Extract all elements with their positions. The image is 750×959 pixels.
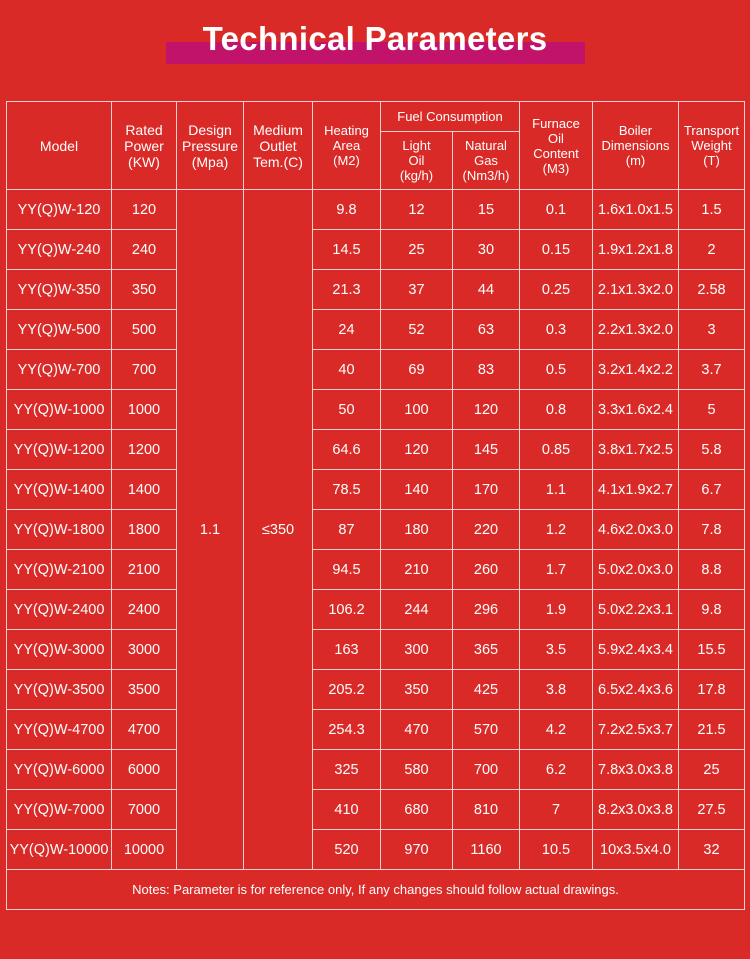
cell-light-oil: 180 [381,510,453,550]
page-title: Technical Parameters [202,20,548,57]
cell-heating-area: 14.5 [313,230,381,270]
cell-boiler-dimensions: 5.0x2.0x3.0 [593,550,679,590]
table-row [7,430,745,470]
cell-natural-gas: 120 [453,390,520,430]
cell-rated-power: 2400 [112,590,177,630]
cell-boiler-dimensions: 3.8x1.7x2.5 [593,430,679,470]
header-model: Model [7,102,112,190]
cell-transport-weight: 5 [679,390,745,430]
header-row-top [7,102,745,132]
cell-boiler-dimensions: 4.1x1.9x2.7 [593,470,679,510]
cell-boiler-dimensions: 2.2x1.3x2.0 [593,310,679,350]
cell-furnace-oil: 1.9 [520,590,593,630]
cell-boiler-dimensions: 5.0x2.2x3.1 [593,590,679,630]
cell-natural-gas: 30 [453,230,520,270]
cell-natural-gas: 365 [453,630,520,670]
cell-rated-power: 3500 [112,670,177,710]
cell-furnace-oil: 0.8 [520,390,593,430]
cell-furnace-oil: 0.25 [520,270,593,310]
cell-light-oil: 680 [381,790,453,830]
cell-transport-weight: 32 [679,830,745,870]
cell-furnace-oil: 1.7 [520,550,593,590]
table-row [7,510,745,550]
header-medium-outlet: Medium Outlet Tem.(C) [244,102,313,190]
cell-heating-area: 410 [313,790,381,830]
title-area [0,0,750,80]
cell-heating-area: 40 [313,350,381,390]
cell-transport-weight: 1.5 [679,190,745,230]
cell-boiler-dimensions: 7.8x3.0x3.8 [593,750,679,790]
cell-heating-area: 106.2 [313,590,381,630]
cell-natural-gas: 170 [453,470,520,510]
cell-light-oil: 25 [381,230,453,270]
cell-heating-area: 9.8 [313,190,381,230]
header-heating-area: Heating Area (M2) [313,102,381,190]
cell-rated-power: 4700 [112,710,177,750]
cell-natural-gas: 63 [453,310,520,350]
table-row [7,750,745,790]
table-row [7,270,745,310]
cell-model: YY(Q)W-2400 [7,590,112,630]
cell-boiler-dimensions: 6.5x2.4x3.6 [593,670,679,710]
table-row [7,830,745,870]
cell-heating-area: 24 [313,310,381,350]
cell-furnace-oil: 10.5 [520,830,593,870]
cell-furnace-oil: 4.2 [520,710,593,750]
cell-rated-power: 1200 [112,430,177,470]
cell-transport-weight: 7.8 [679,510,745,550]
cell-heating-area: 325 [313,750,381,790]
cell-rated-power: 500 [112,310,177,350]
cell-light-oil: 580 [381,750,453,790]
cell-transport-weight: 5.8 [679,430,745,470]
cell-boiler-dimensions: 7.2x2.5x3.7 [593,710,679,750]
cell-natural-gas: 145 [453,430,520,470]
table-row [7,630,745,670]
cell-transport-weight: 6.7 [679,470,745,510]
table-row [7,590,745,630]
table-row [7,310,745,350]
cell-rated-power: 1800 [112,510,177,550]
cell-light-oil: 69 [381,350,453,390]
cell-model: YY(Q)W-500 [7,310,112,350]
table-row [7,390,745,430]
cell-heating-area: 87 [313,510,381,550]
cell-light-oil: 300 [381,630,453,670]
cell-light-oil: 140 [381,470,453,510]
cell-furnace-oil: 0.15 [520,230,593,270]
table-row [7,230,745,270]
header-design-pressure: Design Pressure (Mpa) [177,102,244,190]
cell-heating-area: 50 [313,390,381,430]
cell-light-oil: 970 [381,830,453,870]
cell-natural-gas: 83 [453,350,520,390]
cell-rated-power: 1400 [112,470,177,510]
cell-boiler-dimensions: 8.2x3.0x3.8 [593,790,679,830]
cell-furnace-oil: 0.3 [520,310,593,350]
cell-rated-power: 10000 [112,830,177,870]
cell-model: YY(Q)W-3000 [7,630,112,670]
cell-rated-power: 6000 [112,750,177,790]
table-row [7,190,745,230]
cell-transport-weight: 3.7 [679,350,745,390]
cell-natural-gas: 44 [453,270,520,310]
cell-model: YY(Q)W-700 [7,350,112,390]
cell-furnace-oil: 3.8 [520,670,593,710]
cell-heating-area: 163 [313,630,381,670]
header-transport-weight: Transport Weight (T) [679,102,745,190]
cell-model: YY(Q)W-10000 [7,830,112,870]
cell-heating-area: 94.5 [313,550,381,590]
table-row [7,470,745,510]
cell-model: YY(Q)W-2100 [7,550,112,590]
cell-model: YY(Q)W-6000 [7,750,112,790]
header-rated-power: Rated Power (KW) [112,102,177,190]
cell-rated-power: 7000 [112,790,177,830]
cell-heating-area: 205.2 [313,670,381,710]
cell-natural-gas: 570 [453,710,520,750]
cell-boiler-dimensions: 3.2x1.4x2.2 [593,350,679,390]
cell-natural-gas: 260 [453,550,520,590]
cell-natural-gas: 700 [453,750,520,790]
cell-transport-weight: 2 [679,230,745,270]
cell-natural-gas: 1160 [453,830,520,870]
cell-furnace-oil: 0.1 [520,190,593,230]
table-row [7,790,745,830]
cell-heating-area: 520 [313,830,381,870]
cell-light-oil: 100 [381,390,453,430]
cell-furnace-oil: 1.1 [520,470,593,510]
technical-parameters-table [6,101,745,910]
cell-model: YY(Q)W-3500 [7,670,112,710]
cell-rated-power: 3000 [112,630,177,670]
cell-model: YY(Q)W-240 [7,230,112,270]
cell-transport-weight: 27.5 [679,790,745,830]
cell-boiler-dimensions: 1.6x1.0x1.5 [593,190,679,230]
header-boiler-dimensions: Boiler Dimensions (m) [593,102,679,190]
cell-model: YY(Q)W-1400 [7,470,112,510]
cell-rated-power: 240 [112,230,177,270]
cell-model: YY(Q)W-350 [7,270,112,310]
cell-boiler-dimensions: 3.3x1.6x2.4 [593,390,679,430]
cell-boiler-dimensions: 4.6x2.0x3.0 [593,510,679,550]
cell-design-pressure: 1.1 [177,190,244,870]
cell-light-oil: 12 [381,190,453,230]
cell-model: YY(Q)W-4700 [7,710,112,750]
cell-heating-area: 78.5 [313,470,381,510]
table-row [7,710,745,750]
cell-transport-weight: 2.58 [679,270,745,310]
cell-natural-gas: 220 [453,510,520,550]
cell-rated-power: 1000 [112,390,177,430]
cell-furnace-oil: 6.2 [520,750,593,790]
cell-boiler-dimensions: 2.1x1.3x2.0 [593,270,679,310]
table-row [7,350,745,390]
cell-transport-weight: 9.8 [679,590,745,630]
header-light-oil: Light Oil (kg/h) [381,132,453,190]
cell-furnace-oil: 0.85 [520,430,593,470]
cell-boiler-dimensions: 10x3.5x4.0 [593,830,679,870]
cell-rated-power: 2100 [112,550,177,590]
cell-heating-area: 64.6 [313,430,381,470]
cell-transport-weight: 8.8 [679,550,745,590]
cell-light-oil: 52 [381,310,453,350]
cell-transport-weight: 25 [679,750,745,790]
cell-furnace-oil: 1.2 [520,510,593,550]
header-furnace-oil: Furnace Oil Content (M3) [520,102,593,190]
cell-rated-power: 120 [112,190,177,230]
notes-text: Notes: Parameter is for reference only, If any changes should follow actual drawings. [7,870,745,910]
cell-model: YY(Q)W-120 [7,190,112,230]
cell-rated-power: 700 [112,350,177,390]
cell-model: YY(Q)W-7000 [7,790,112,830]
cell-medium-outlet: ≤350 [244,190,313,870]
cell-natural-gas: 810 [453,790,520,830]
cell-boiler-dimensions: 1.9x1.2x1.8 [593,230,679,270]
table-body [7,190,745,870]
table-row [7,550,745,590]
cell-model: YY(Q)W-1800 [7,510,112,550]
cell-light-oil: 470 [381,710,453,750]
cell-transport-weight: 15.5 [679,630,745,670]
cell-transport-weight: 3 [679,310,745,350]
cell-model: YY(Q)W-1000 [7,390,112,430]
cell-boiler-dimensions: 5.9x2.4x3.4 [593,630,679,670]
cell-heating-area: 21.3 [313,270,381,310]
cell-natural-gas: 296 [453,590,520,630]
cell-light-oil: 120 [381,430,453,470]
cell-furnace-oil: 7 [520,790,593,830]
cell-transport-weight: 17.8 [679,670,745,710]
header-natural-gas: Natural Gas (Nm3/h) [453,132,520,190]
cell-light-oil: 244 [381,590,453,630]
cell-furnace-oil: 0.5 [520,350,593,390]
header-fuel-consumption: Fuel Consumption [381,102,520,132]
cell-transport-weight: 21.5 [679,710,745,750]
cell-heating-area: 254.3 [313,710,381,750]
cell-natural-gas: 15 [453,190,520,230]
cell-light-oil: 210 [381,550,453,590]
cell-rated-power: 350 [112,270,177,310]
cell-model: YY(Q)W-1200 [7,430,112,470]
cell-natural-gas: 425 [453,670,520,710]
cell-light-oil: 37 [381,270,453,310]
notes-row [7,870,745,910]
cell-furnace-oil: 3.5 [520,630,593,670]
table-row [7,670,745,710]
cell-light-oil: 350 [381,670,453,710]
